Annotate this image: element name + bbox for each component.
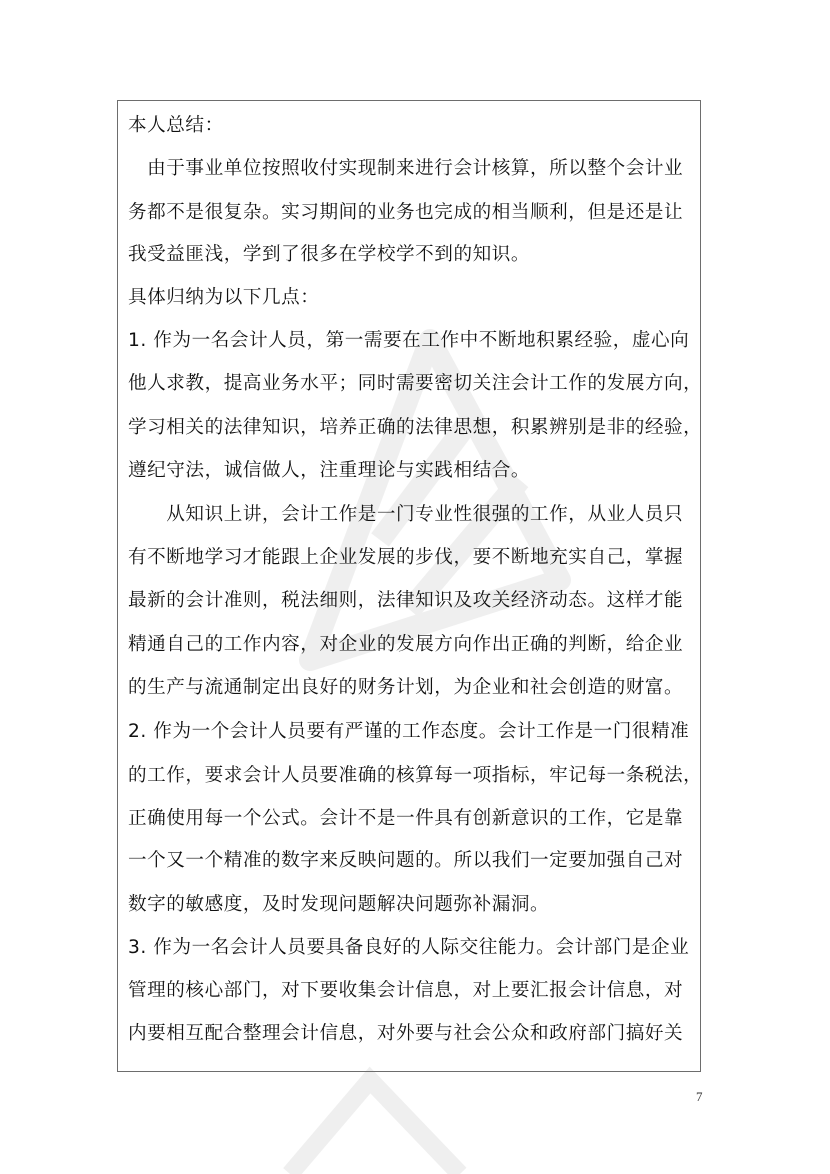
- text-line: 数字的敏感度，及时发现问题解决问题弥补漏洞。: [128, 894, 550, 915]
- text-line: 学习相关的法律知识，培养正确的法律思想，积累辨别是非的经验，: [128, 417, 703, 438]
- text-line: 务都不是很复杂。实习期间的业务也完成的相当顺利，但是还是让: [128, 202, 684, 223]
- text-line: 由于事业单位按照收付实现制来进行会计核算，所以整个会计业: [128, 158, 684, 179]
- watermark-icon: [270, 1060, 490, 1174]
- text-line: 3. 作为一名会计人员要具备良好的人际交往能力。会计部门是企业: [128, 937, 690, 958]
- text-line: 最新的会计准则，税法细则，法律知识及攻关经济动态。这样才能: [128, 590, 684, 611]
- text-line: 他人求教，提高业务水平；同时需要密切关注会计工作的发展方向，: [128, 373, 703, 394]
- text-line: 我受益匪浅，学到了很多在学校学不到的知识。: [128, 244, 531, 265]
- text-line: 具体归纳为以下几点：: [128, 287, 320, 308]
- text-line: 的工作，要求会计人员要准确的核算每一项指标，牢记每一条税法，: [128, 765, 703, 786]
- page-number: 7: [696, 1089, 703, 1104]
- summary-box: [117, 100, 701, 1072]
- text-line: 从知识上讲，会计工作是一门专业性很强的工作，从业人员只: [128, 504, 684, 525]
- text-line: 有不断地学习才能跟上企业发展的步伐，要不断地充实自己，掌握: [128, 547, 684, 568]
- text-line: 2. 作为一个会计人员要有严谨的工作态度。会计工作是一门很精准: [128, 721, 690, 742]
- summary-heading: 本人总结：: [128, 115, 224, 136]
- text-line: 精通自己的工作内容，对企业的发展方向作出正确的判断，给企业: [128, 634, 684, 655]
- text-line: 遵纪守法，诚信做人，注重理论与实践相结合。: [128, 460, 531, 481]
- text-line: 正确使用每一个公式。会计不是一件具有创新意识的工作，它是靠: [128, 808, 684, 829]
- text-line: 管理的核心部门，对下要收集会计信息，对上要汇报会计信息，对: [128, 980, 684, 1001]
- text-line: 一个又一个精准的数字来反映问题的。所以我们一定要加强自己对: [128, 850, 684, 871]
- text-line: 的生产与流通制定出良好的财务计划，为企业和社会创造的财富。: [128, 677, 684, 698]
- text-line: 内要相互配合整理会计信息，对外要与社会公众和政府部门搞好关: [128, 1023, 684, 1044]
- text-line: 1. 作为一名会计人员，第一需要在工作中不断地积累经验，虚心向: [128, 330, 690, 351]
